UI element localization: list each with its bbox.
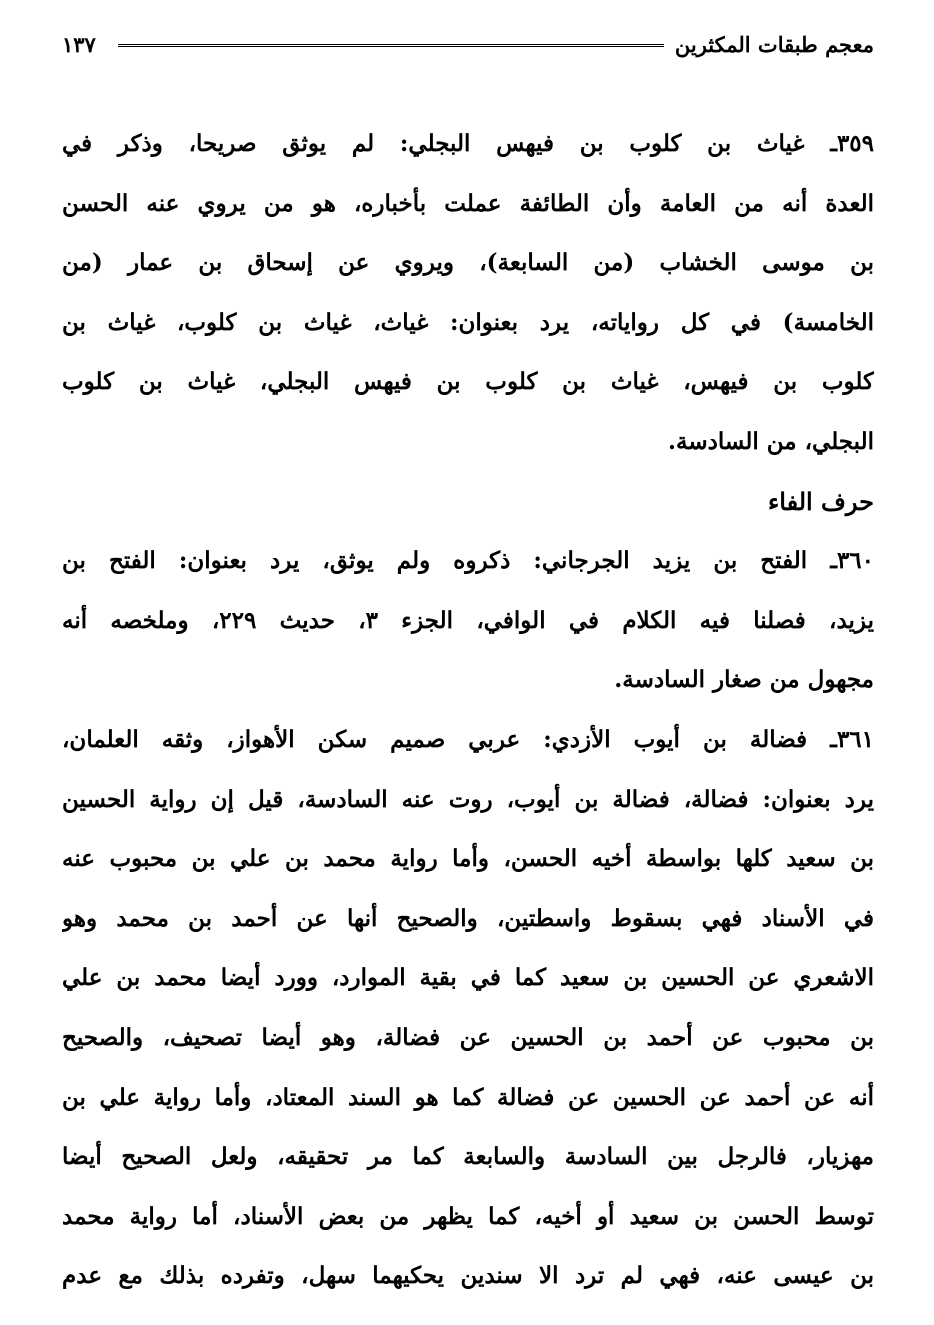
- section-heading: حرف الفاء: [767, 486, 874, 516]
- entry-line: ٣٦١ـ فضالة بن أيوب الأزدي: عربي صميم سكن الأهواز، وثقه العلمان،: [62, 725, 874, 753]
- entry-line: بن عيسى عنه، فهي لم ترد الا سندين يحكيهما سهل، وتفرده بذلك مع عدم: [62, 1262, 874, 1290]
- entry-line: ٣٦٠ـ الفتح بن يزيد الجرجاني: ذكروه ولم يوثق، يرد بعنوان: الفتح بن: [62, 547, 874, 575]
- entry-line: في الأسناد فهي بسقوط واسطتين، والصحيح أنها عن أحمد بن محمد وهو: [62, 904, 874, 932]
- entry-line: أنه عن أحمد عن الحسين عن فضالة كما هو السند المعتاد، وأما رواية علي بن: [62, 1083, 874, 1111]
- entry-line: البجلي، من السادسة.: [667, 427, 874, 455]
- entry-line: بن سعيد كلها بواسطة أخيه الحسن، وأما رواية محمد بن علي بن محبوب عنه: [62, 845, 874, 873]
- entry-line: العدة أنه من العامة وأن الطائفة عملت بأخباره، هو من يروي عنه الحسن: [62, 189, 874, 217]
- entry-line: يرد بعنوان: فضالة، فضالة بن أيوب، روت عنه السادسة، قيل إن رواية الحسين: [62, 785, 874, 813]
- entry-361: [62, 710, 874, 1306]
- entry-line: توسط الحسن بن سعيد أو أخيه، كما يظهر من بعض الأسناد، أما رواية محمد: [62, 1202, 874, 1230]
- entry-360: [62, 531, 874, 710]
- page-body: [62, 114, 874, 1306]
- page-header: [62, 30, 874, 66]
- entry-359: [62, 114, 874, 472]
- entry-line: مهزيار، فالرجل بين السادسة والسابعة كما مر تحقيقه، ولعل الصحيح أيضا: [62, 1143, 874, 1171]
- header-rule: [118, 44, 664, 47]
- entry-line: ٣٥٩ـ غياث بن كلوب بن فيهس البجلي: لم يوثق صريحا، وذكر في: [62, 130, 874, 157]
- entry-line: كلوب بن فيهس، غياث بن كلوب بن فيهس البجلي، غياث بن كلوب: [62, 368, 874, 396]
- entry-line: بن موسى الخشاب (من السابعة)، ويروي عن إسحاق بن عمار (من: [62, 249, 874, 277]
- entry-line: الاشعري عن الحسين بن سعيد كما في بقية الموارد، وورد أيضا محمد بن علي: [62, 964, 874, 992]
- entry-line: مجهول من صغار السادسة.: [614, 666, 874, 694]
- entry-line: بن محبوب عن أحمد بن الحسين عن فضالة، وهو أيضا تصحيف، والصحيح: [62, 1023, 874, 1051]
- running-title: معجم طبقات المكثرين: [674, 32, 874, 57]
- page-number: ١٣٧: [62, 32, 96, 57]
- entry-line: يزيد، فصلنا فيه الكلام في الوافي، الجزء ٣، حديث ٢٢٩، وملخصه أنه: [62, 606, 874, 634]
- entry-line: الخامسة) في كل رواياته، يرد بعنوان: غياث، غياث بن كلوب، غياث بن: [62, 308, 874, 336]
